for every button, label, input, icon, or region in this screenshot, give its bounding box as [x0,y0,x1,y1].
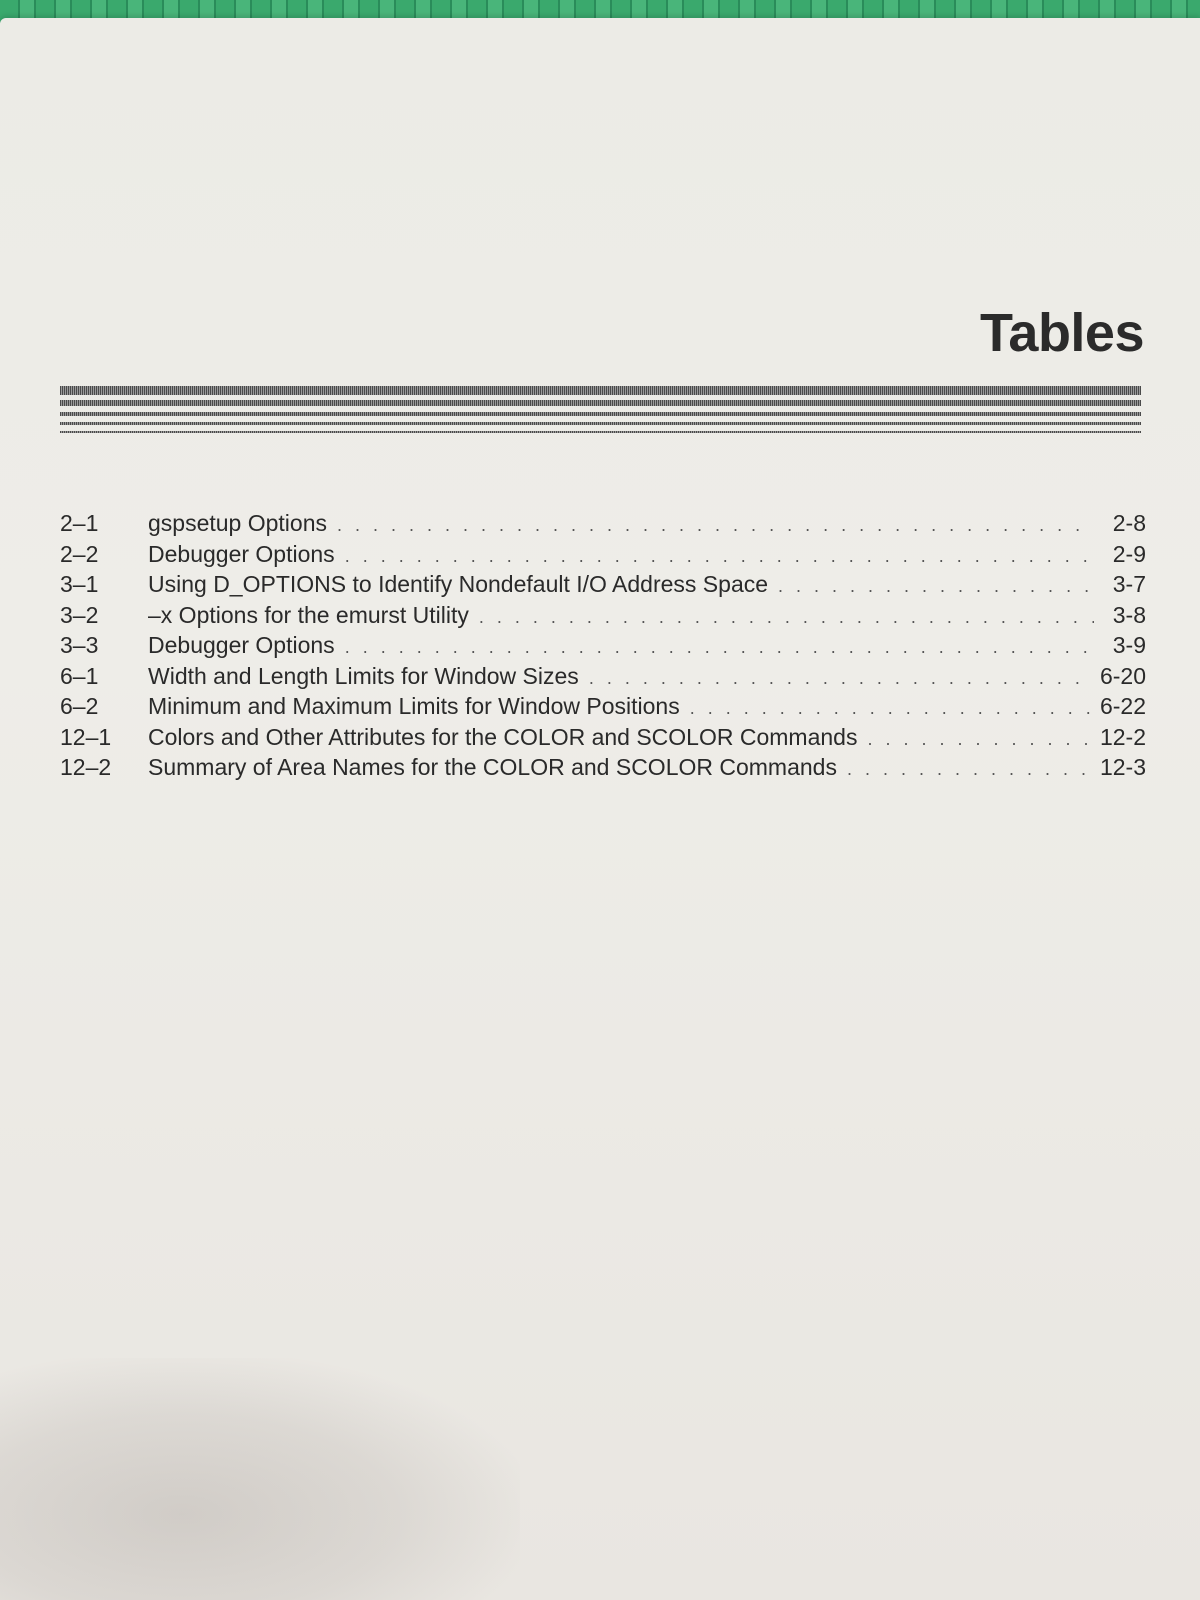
table-number: 2–1 [60,510,99,536]
tables-list [60,508,1146,783]
table-number: 12–2 [60,754,112,780]
hand-shadow [0,1358,520,1600]
table-entry [60,539,1146,570]
table-title: gspsetup Options [148,510,328,536]
rule-bar [60,422,1141,425]
table-title: Using D_OPTIONS to Identify Nondefault I/O Address Space [148,571,769,597]
table-entry [60,752,1146,783]
dot-leader [345,541,1094,571]
rule-bar [60,386,1141,395]
table-entry [60,600,1146,631]
table-number: 12–1 [60,723,112,750]
dot-leader [589,663,1092,693]
dot-leader [345,632,1094,662]
table-number: 3–2 [60,601,99,628]
table-page-number: 2-9 [1112,540,1146,567]
table-page-number: 12-3 [1099,754,1146,780]
table-page-number: 3-8 [1112,601,1146,628]
page-heading: Tables [979,303,1144,363]
table-entry [60,661,1146,692]
table-title: –x Options for the emurst Utility [148,601,469,628]
table-number: 2–2 [60,540,99,567]
table-entry [60,569,1146,600]
rule-bar [60,431,1141,433]
dot-leader [867,724,1091,754]
table-entry [60,691,1146,722]
table-title: Summary of Area Names for the COLOR and SCOLOR Commands [148,754,837,780]
dot-leader [778,571,1094,601]
dot-leader [337,510,1094,540]
table-page-number: 6-22 [1099,693,1146,719]
table-title: Colors and Other Attributes for the COLOR and SCOLOR Commands [148,723,858,750]
table-number: 3–3 [60,632,99,658]
table-title: Minimum and Maximum Limits for Window Positions [148,693,680,719]
table-title: Width and Length Limits for Window Sizes [148,662,579,689]
table-page-number: 3-9 [1112,632,1146,658]
table-page-number: 2-8 [1112,510,1146,536]
dot-leader [690,693,1092,723]
table-title: Debugger Options [148,632,335,658]
table-page-number: 12-2 [1099,723,1146,750]
dot-leader [479,602,1094,632]
dot-leader [847,754,1092,784]
heading-rule-bars [60,386,1141,458]
table-number: 3–1 [60,571,99,597]
table-entry [60,722,1146,753]
table-title: Debugger Options [148,540,335,567]
table-page-number: 3-7 [1112,571,1146,597]
table-page-number: 6-20 [1099,662,1146,689]
table-entry [60,508,1146,539]
table-entry [60,630,1146,661]
rule-bar [60,412,1141,416]
table-number: 6–2 [60,693,99,719]
document-page [0,18,1200,1600]
rule-bar [60,400,1141,406]
table-number: 6–1 [60,662,99,689]
